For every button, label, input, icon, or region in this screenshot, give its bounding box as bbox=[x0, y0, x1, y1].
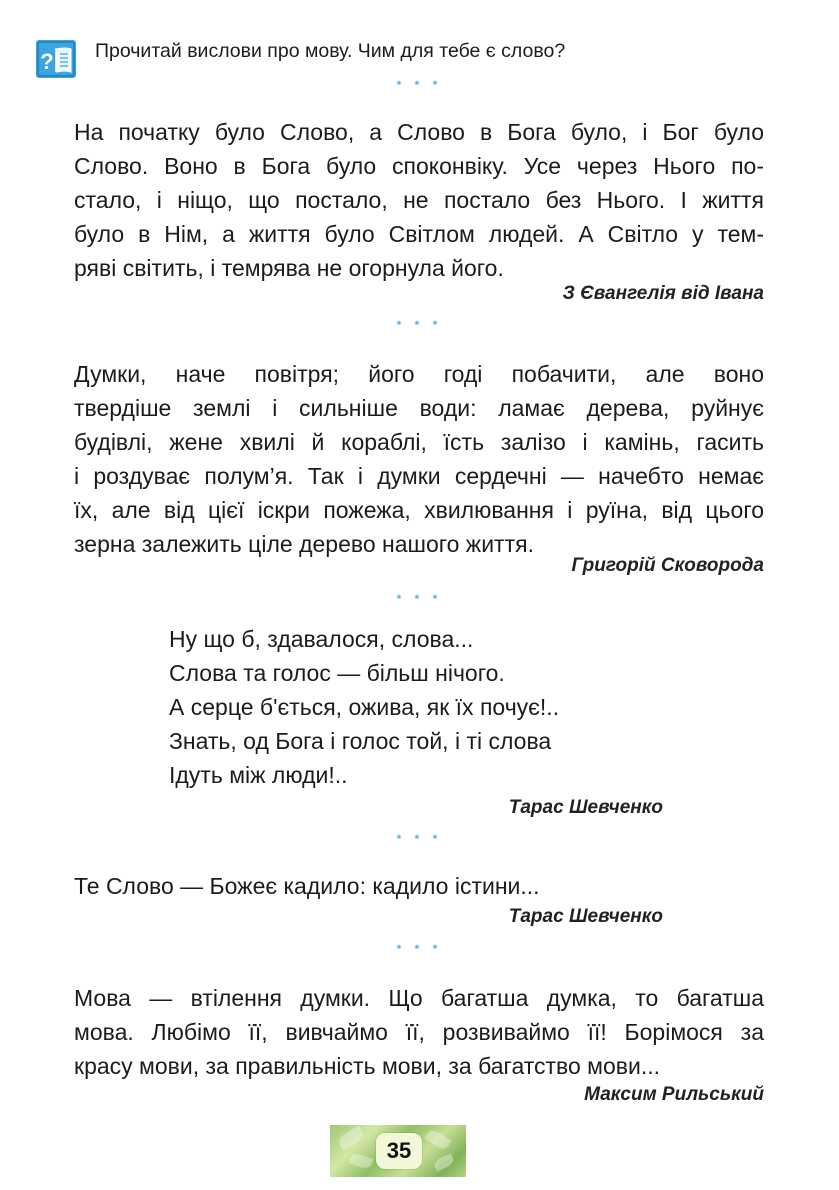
svg-text:?: ? bbox=[40, 49, 54, 74]
quote-line: Думки, наче повітря; його годі побачити, але воно bbox=[74, 361, 764, 387]
question-book-icon bbox=[36, 40, 76, 78]
quote-line: красу мови, за правильність мови, за багатство мови... bbox=[74, 1053, 661, 1079]
quote-line: твердіше землі і сильніше води: ламає дерева, руйнує bbox=[74, 395, 764, 421]
quote-gospel bbox=[74, 115, 764, 285]
quote-line: На початку було Слово, а Слово в Бога було, і Бог було bbox=[74, 119, 764, 145]
quote-line: їх, але від цієї іскри пожежа, хвилювання і руїна, від цього bbox=[74, 497, 764, 523]
quote-rylsky bbox=[74, 981, 764, 1083]
quote-skovoroda bbox=[74, 357, 764, 561]
quote-line: Те Слово — Божеє кадило: кадило істини... bbox=[74, 873, 540, 899]
quote-shevchenko-poem bbox=[169, 622, 559, 792]
separator-stars: * * * bbox=[396, 592, 443, 606]
poem-line: Ідуть між люди!.. bbox=[169, 762, 348, 788]
task-instruction: Прочитай вислови про мову. Чим для тебе є слово? bbox=[95, 40, 566, 62]
separator-stars: * * * bbox=[396, 78, 443, 92]
quote-line: будівлі, жене хвилі й кораблі, їсть залізо і камінь, гасить bbox=[74, 429, 764, 455]
poem-line: Знать, од Бога і голос той, і ті слова bbox=[169, 728, 552, 754]
separator-stars: * * * bbox=[396, 832, 443, 846]
quote-shevchenko-word bbox=[74, 869, 764, 903]
page-number: 35 bbox=[376, 1133, 422, 1169]
quote-line: ряві світить, і темрява не огорнула його. bbox=[74, 255, 504, 281]
quote-author: Максим Рильський bbox=[584, 1084, 764, 1105]
quote-author: З Євангелія від Івана bbox=[562, 283, 764, 304]
quote-author: Тарас Шевченко bbox=[508, 906, 663, 927]
poem-line: Слова та голос — більш нічого. bbox=[169, 660, 505, 686]
quote-line: зерна залежить ціле дерево нашого життя. bbox=[74, 531, 534, 557]
quote-line: і роздуває полум’я. Так і думки сердечні — начебто немає bbox=[74, 463, 764, 489]
separator-stars: * * * bbox=[396, 942, 443, 956]
quote-line: мова. Любімо її, вивчаймо її, розвиваймо її! Борімося за bbox=[74, 1019, 764, 1045]
quote-line: Слово. Воно в Бога було споконвіку. Усе через Нього по- bbox=[74, 153, 764, 179]
quote-line: стало, і ніщо, що постало, не постало без Нього. І життя bbox=[74, 187, 764, 213]
poem-line: Ну що б, здавалося, слова... bbox=[169, 626, 474, 652]
quote-author: Григорій Сковорода bbox=[571, 555, 764, 576]
poem-line: А серце б'ється, ожива, як їх почує!.. bbox=[169, 694, 560, 720]
quote-line: було в Нім, а життя було Світлом людей. А Світло у тем- bbox=[74, 221, 764, 247]
quote-line: Мова — втілення думки. Що багатша думка, то багатша bbox=[74, 985, 764, 1011]
separator-stars: * * * bbox=[396, 318, 443, 332]
quote-author: Тарас Шевченко bbox=[508, 797, 663, 818]
